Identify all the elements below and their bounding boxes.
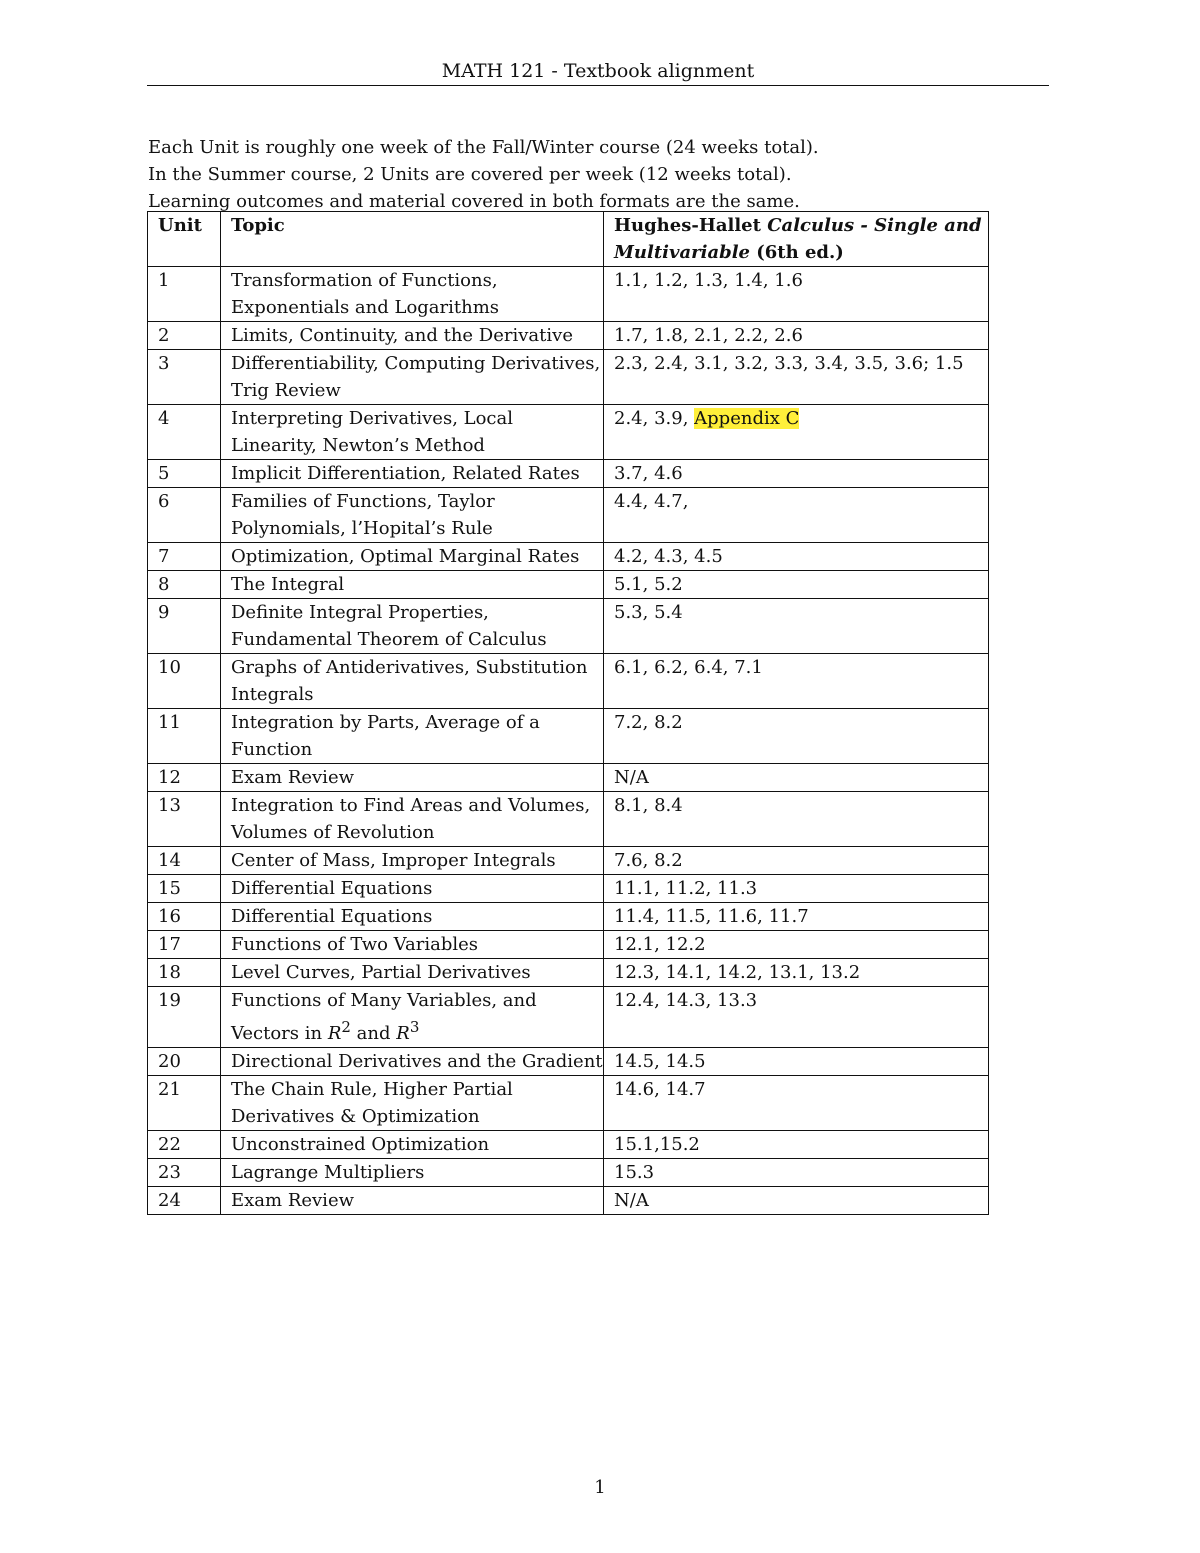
table-row [148,792,989,847]
topic-cell: Families of Functions, Taylor Polynomials, l’Hopital’s Rule [221,488,604,543]
math-symbol: R [396,1023,410,1044]
table-row [148,1076,989,1131]
sections-text: 12.1, 12.2 [614,934,706,955]
unit-cell: 21 [148,1076,221,1131]
sections-text: N/A [614,767,649,788]
sections-text: 4.2, 4.3, 4.5 [614,546,723,567]
math-superscript: 2 [341,1018,351,1036]
sections-cell [604,1131,989,1159]
sections-text: 7.6, 8.2 [614,850,683,871]
topic-cell: Center of Mass, Improper Integrals [221,847,604,875]
unit-cell: 10 [148,654,221,709]
unit-cell: 1 [148,267,221,322]
table-body [148,267,989,1215]
unit-cell: 7 [148,543,221,571]
topic-cell: Limits, Continuity, and the Derivative [221,322,604,350]
sections-text: 5.3, 5.4 [614,602,683,623]
intro-line: Each Unit is roughly one week of the Fall/Winter course (24 weeks total). [148,137,819,158]
table-row [148,931,989,959]
table-row [148,1048,989,1076]
math-superscript: 3 [409,1018,420,1036]
topic-cell: The Chain Rule, Higher Partial Derivatives & Optimization [221,1076,604,1131]
sections-cell [604,599,989,654]
sections-cell [604,1159,989,1187]
math-symbol: R [327,1023,342,1044]
page-header-title: MATH 121 - Textbook alignment [441,60,755,82]
sections-text: 12.4, 14.3, 13.3 [614,990,758,1011]
topic-cell: Integration by Parts, Average of a Function [221,709,604,764]
unit-cell: 13 [148,792,221,847]
unit-cell: 2 [148,322,221,350]
column-header-textbook [604,212,989,267]
unit-cell: 8 [148,571,221,599]
table-row [148,1131,989,1159]
sections-text: 15.1,15.2 [614,1134,700,1155]
unit-cell: 12 [148,764,221,792]
unit-cell: 14 [148,847,221,875]
topic-cell: Integration to Find Areas and Volumes, Volumes of Revolution [221,792,604,847]
intro-text [148,134,1008,215]
unit-cell: 5 [148,460,221,488]
sections-cell [604,1187,989,1215]
unit-cell: 17 [148,931,221,959]
sections-text: 8.1, 8.4 [614,795,683,816]
topic-cell: Level Curves, Partial Derivatives [221,959,604,987]
sections-cell [604,903,989,931]
unit-cell: 24 [148,1187,221,1215]
sections-cell [604,322,989,350]
table-row [148,1187,989,1215]
topic-cell: Implicit Differentiation, Related Rates [221,460,604,488]
textbook-edition: (6th ed.) [756,242,844,263]
sections-text: 14.6, 14.7 [614,1079,706,1100]
sections-text: 7.2, 8.2 [614,712,683,733]
table-row [148,709,989,764]
table-row [148,267,989,322]
textbook-author: Hughes-Hallet [614,215,761,236]
unit-cell: 22 [148,1131,221,1159]
table-row [148,875,989,903]
sections-cell [604,488,989,543]
topic-text: and [356,1023,391,1044]
sections-cell [604,405,989,460]
sections-text: 11.1, 11.2, 11.3 [614,878,758,899]
sections-text: 1.7, 1.8, 2.1, 2.2, 2.6 [614,325,803,346]
table-row [148,764,989,792]
table-header-row [148,212,989,267]
sections-cell [604,350,989,405]
sections-text: N/A [614,1190,649,1211]
topic-cell [221,987,604,1048]
sections-cell [604,931,989,959]
sections-cell [604,654,989,709]
topic-cell: Unconstrained Optimization [221,1131,604,1159]
intro-line: Learning outcomes and material covered in both formats are the same. [148,191,800,212]
sections-cell [604,267,989,322]
table-row [148,322,989,350]
table-row [148,959,989,987]
unit-cell: 15 [148,875,221,903]
topic-cell: Differentiability, Computing Derivatives, Trig Review [221,350,604,405]
unit-cell: 6 [148,488,221,543]
alignment-table [147,211,989,1215]
sections-cell [604,987,989,1048]
table-row [148,460,989,488]
sections-text: 11.4, 11.5, 11.6, 11.7 [614,906,809,927]
table-row [148,987,989,1048]
topic-cell: Graphs of Antiderivatives, Substitution Integrals [221,654,604,709]
topic-cell: Exam Review [221,764,604,792]
sections-text: 3.7, 4.6 [614,463,683,484]
sections-text: 2.4, 3.9, [614,408,689,429]
sections-text: 6.1, 6.2, 6.4, 7.1 [614,657,763,678]
sections-cell [604,1048,989,1076]
sections-cell [604,959,989,987]
unit-cell: 3 [148,350,221,405]
sections-cell [604,792,989,847]
highlighted-reference: Appendix C [694,408,800,429]
topic-cell: Definite Integral Properties, Fundamental Theorem of Calculus [221,599,604,654]
topic-text: Functions of Many Variables, and Vectors in [231,990,537,1044]
unit-cell: 9 [148,599,221,654]
table-row [148,847,989,875]
sections-text: 2.3, 2.4, 3.1, 3.2, 3.3, 3.4, 3.5, 3.6; 1.5 [614,353,964,374]
table-row [148,571,989,599]
sections-text: 12.3, 14.1, 14.2, 13.1, 13.2 [614,962,861,983]
sections-text: 1.1, 1.2, 1.3, 1.4, 1.6 [614,270,803,291]
topic-cell: Functions of Two Variables [221,931,604,959]
sections-cell [604,571,989,599]
column-header-unit: Unit [148,212,221,267]
sections-cell [604,764,989,792]
sections-text: 15.3 [614,1162,655,1183]
topic-cell: Transformation of Functions, Exponentials and Logarithms [221,267,604,322]
sections-cell [604,543,989,571]
topic-cell: Optimization, Optimal Marginal Rates [221,543,604,571]
column-header-topic: Topic [221,212,604,267]
sections-text: 14.5, 14.5 [614,1051,706,1072]
header-rule [147,85,1049,86]
table-row [148,903,989,931]
sections-text: 4.4, 4.7, [614,491,689,512]
table-row [148,1159,989,1187]
topic-cell: Directional Derivatives and the Gradient [221,1048,604,1076]
unit-cell: 16 [148,903,221,931]
sections-text: 5.1, 5.2 [614,574,683,595]
table-row [148,654,989,709]
topic-cell: Lagrange Multipliers [221,1159,604,1187]
topic-cell: The Integral [221,571,604,599]
table-row [148,488,989,543]
sections-cell [604,1076,989,1131]
sections-cell [604,875,989,903]
sections-cell [604,460,989,488]
topic-cell: Differential Equations [221,875,604,903]
unit-cell: 18 [148,959,221,987]
unit-cell: 11 [148,709,221,764]
sections-cell [604,847,989,875]
textbook-title: Calculus - Single and Multivariable [614,215,982,263]
table-row [148,350,989,405]
page-number: 1 [594,1477,606,1498]
intro-line: In the Summer course, 2 Units are covered per week (12 weeks total). [148,164,792,185]
topic-cell: Interpreting Derivatives, Local Linearity, Newton’s Method [221,405,604,460]
unit-cell: 19 [148,987,221,1048]
unit-cell: 4 [148,405,221,460]
topic-cell: Differential Equations [221,903,604,931]
unit-cell: 23 [148,1159,221,1187]
sections-cell [604,709,989,764]
table-row [148,599,989,654]
topic-cell: Exam Review [221,1187,604,1215]
table-row [148,405,989,460]
table-row [148,543,989,571]
unit-cell: 20 [148,1048,221,1076]
